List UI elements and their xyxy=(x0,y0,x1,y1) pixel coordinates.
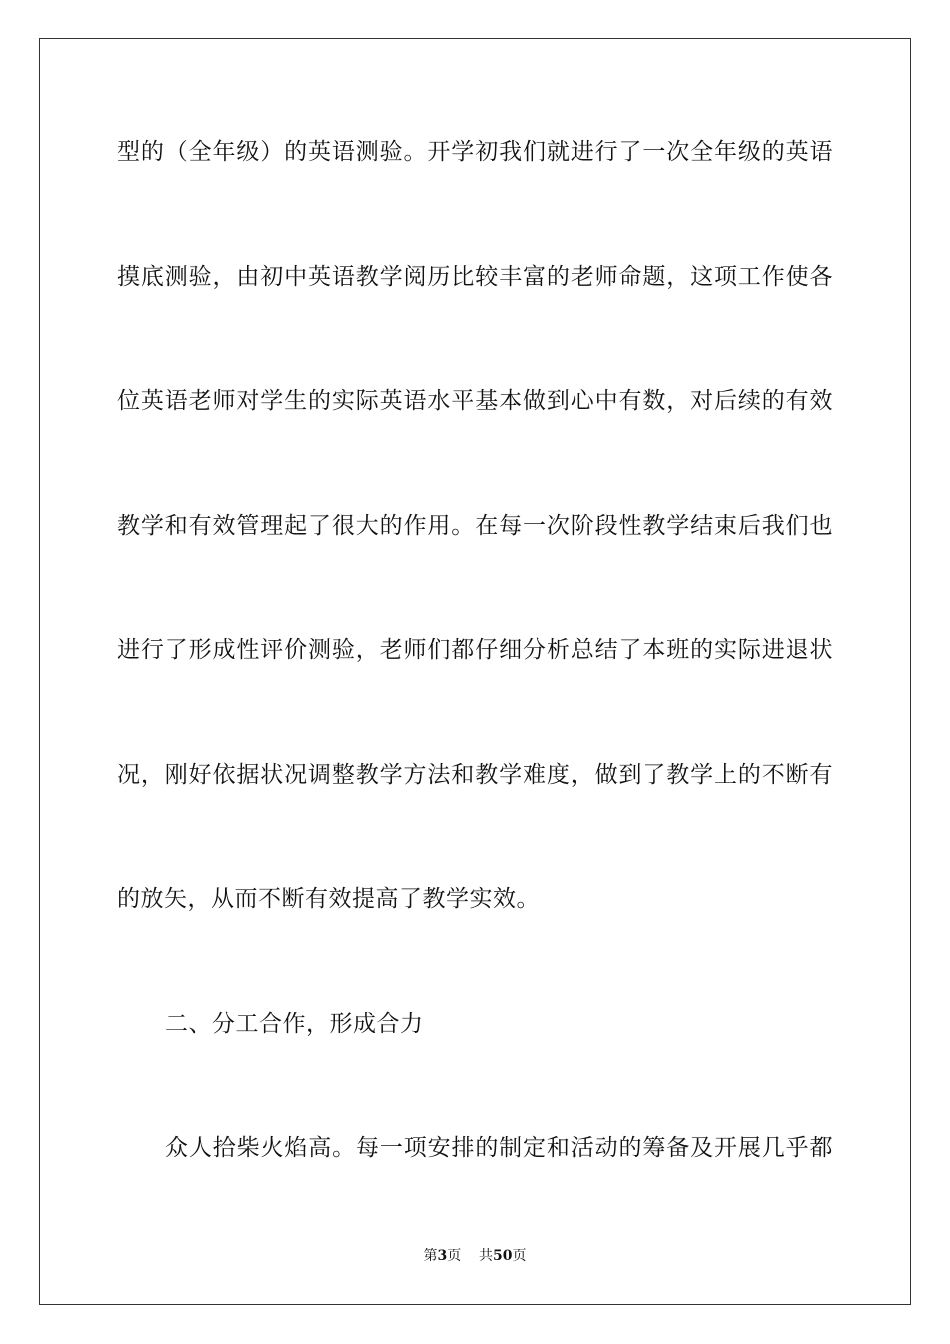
footer-page-suffix: 页 xyxy=(447,1248,462,1264)
body-line-2: 摸底测验，由初中英语教学阅历比较丰富的老师命题，这项工作使各 xyxy=(117,264,833,290)
footer-total-suffix: 页 xyxy=(512,1248,527,1264)
paragraph-start: 众人拾柴火焰高。每一项安排的制定和活动的筹备及开展几乎都 xyxy=(165,1135,833,1161)
page-border xyxy=(39,38,911,1305)
body-line-5: 进行了形成性评价测验，老师们都仔细分析总结了本班的实际进退状 xyxy=(117,637,833,663)
body-line-6: 况，刚好依据状况调整教学方法和教学难度，做到了教学上的不断有 xyxy=(117,762,833,788)
body-line-7: 的放矢，从而不断有效提高了教学实效。 xyxy=(117,886,540,912)
footer-total-prefix: 共 xyxy=(479,1248,494,1264)
section-heading: 二、分工合作，形成合力 xyxy=(165,1011,424,1037)
footer-total-pages: 50 xyxy=(493,1248,513,1264)
footer-page-number: 3 xyxy=(437,1248,448,1264)
footer-prefix: 第 xyxy=(423,1248,438,1264)
body-line-3: 位英语老师对学生的实际英语水平基本做到心中有数，对后续的有效 xyxy=(117,388,833,414)
body-line-1: 型的（全年级）的英语测验。开学初我们就进行了一次全年级的英语 xyxy=(117,139,833,165)
body-line-4: 教学和有效管理起了很大的作用。在每一次阶段性教学结束后我们也 xyxy=(117,513,833,539)
page-footer xyxy=(0,1247,950,1265)
